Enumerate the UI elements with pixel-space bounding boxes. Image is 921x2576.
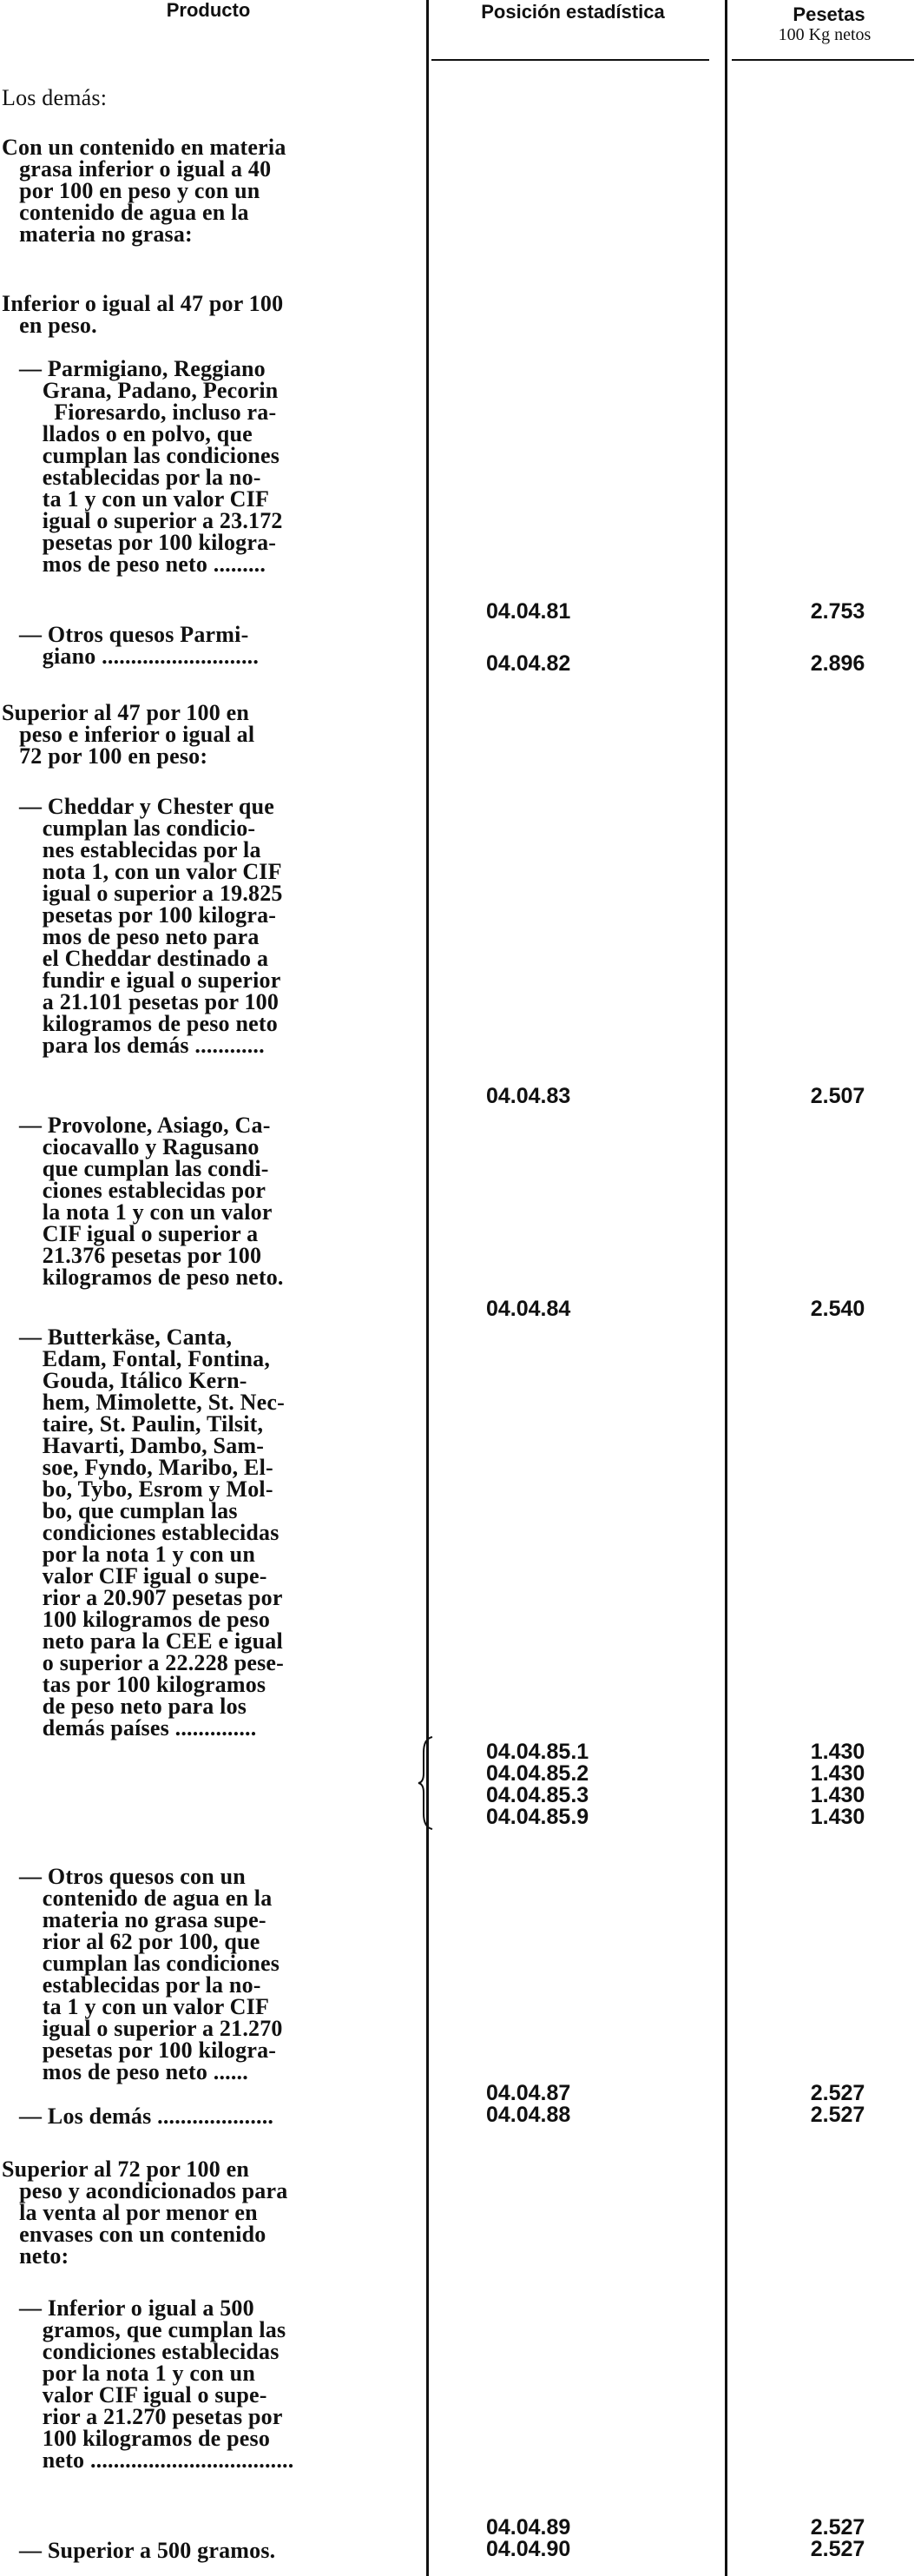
code-040488: 04.04.88 [486, 2103, 571, 2127]
header-posicion: Posición estadística [481, 1, 665, 23]
code-040482: 04.04.82 [486, 651, 571, 676]
row-contenido-grasa: Con un contenido en materia grasa inferior o igual a 40 por 100 en peso y con un contenido de agua en la materia no grasa: [2, 135, 286, 247]
header-underline-position [431, 59, 709, 61]
item-otros-parmigiano: — Otros quesos Parmi- giano ........................... [19, 622, 260, 669]
code-040484: 04.04.84 [486, 1297, 571, 1321]
code-040487: 04.04.87 [486, 2081, 571, 2105]
code-040489: 04.04.89 [486, 2515, 571, 2540]
column-divider-right [725, 0, 727, 2576]
value-04048502: 1.430 [810, 1761, 865, 1786]
value-040488: 2.527 [810, 2103, 865, 2127]
row-los-demas: Los demás: [2, 85, 108, 110]
value-040484: 2.540 [810, 1297, 865, 1321]
value-040481: 2.753 [810, 599, 865, 624]
value-040490: 2.527 [810, 2537, 865, 2561]
item-los-demas: — Los demás .................... [19, 2104, 274, 2129]
item-provolone: — Provolone, Asiago, Ca- ciocavallo y Ragusano que cumplan las condi- ciones establecidas por la nota 1 y con un valor CIF igual o superior a 21.376 pesetas por 100 kilogramos de peso neto. [19, 1113, 284, 1290]
header-underline-pesetas [732, 59, 914, 61]
item-superior-500: — Superior a 500 gramos. [19, 2538, 276, 2563]
code-04048501: 04.04.85.1 [486, 1740, 589, 1764]
item-butterkase: — Butterkäse, Canta, Edam, Fontal, Fontina, Gouda, Itálico Kern- hem, Mimolette, St. Nec- taire, St. Paulin, Tilsit, Havarti, Dambo, Sam- soe, Fyndo, Maribo, El- bo, Tybo, Esrom y Mol- bo, que cumplan las condiciones establecidas por la nota 1 y con un valor CIF igual o supe- rior a 20.907 pesetas por 100 kilogramos de peso neto para la CEE e igual o superior a 22.228 pese- tas por 100 kilogramos de peso neto para los demás países .............. [19, 1324, 285, 1740]
value-04048503: 1.430 [810, 1783, 865, 1807]
code-040490: 04.04.90 [486, 2537, 571, 2561]
header-pesetas-unit: 100 Kg netos [778, 25, 872, 44]
code-04048502: 04.04.85.2 [486, 1761, 589, 1786]
item-inferior-500: — Inferior o igual a 500 gramos, que cumplan las condiciones establecidas por la nota 1 y con un valor CIF igual o supe- rior a 21.270 pesetas por 100 kilogramos de peso neto ................................... [19, 2295, 294, 2473]
value-040483: 2.507 [810, 1084, 865, 1108]
column-divider-left [426, 0, 429, 2576]
row-superior-47: Superior al 47 por 100 en peso e inferior o igual al 72 por 100 en peso: [2, 700, 255, 769]
code-040483: 04.04.83 [486, 1084, 571, 1108]
value-040489: 2.527 [810, 2515, 865, 2540]
item-otros-quesos: — Otros quesos con un contenido de agua en la materia no grasa supe- rior al 62 por 100, que cumplan las condiciones establecidas por la no- ta 1 y con un valor CIF igual o superior a 21.270 pesetas por 100 kilogra- mos de peso neto ...... [19, 1864, 283, 2084]
header-producto: Producto [166, 0, 251, 21]
value-040487: 2.527 [810, 2081, 865, 2105]
code-04048509: 04.04.85.9 [486, 1805, 589, 1829]
value-040482: 2.896 [810, 651, 865, 676]
header-pesetas: Pesetas [793, 3, 865, 25]
row-superior-72: Superior al 72 por 100 en peso y acondicionados para la venta al por menor en envases con un contenido neto: [2, 2157, 288, 2269]
row-inferior-47: Inferior o igual al 47 por 100 en peso. [2, 291, 284, 338]
item-parmigiano: — Parmigiano, Reggiano Grana, Padano, Pecorin Fioresardo, incluso ra- llados o en polvo, que cumplan las condiciones establecidas por la no- ta 1 y con un valor CIF igual o superior a 23.172 pesetas por 100 kilogra- mos de peso neto ......... [19, 356, 283, 577]
code-040481: 04.04.81 [486, 599, 571, 624]
code-04048503: 04.04.85.3 [486, 1783, 589, 1807]
item-cheddar: — Cheddar y Chester que cumplan las condicio- nes establecidas por la nota 1, con un valor CIF igual o superior a 19.825 pesetas por 100 kilogra- mos de peso neto para el Cheddar destinado a fundir e igual o superior a 21.101 pesetas por 100 kilogramos de peso neto para los demás ............ [19, 794, 283, 1058]
brace-group-040485 [417, 1735, 436, 1831]
value-04048509: 1.430 [810, 1805, 865, 1829]
value-04048501: 1.430 [810, 1740, 865, 1764]
